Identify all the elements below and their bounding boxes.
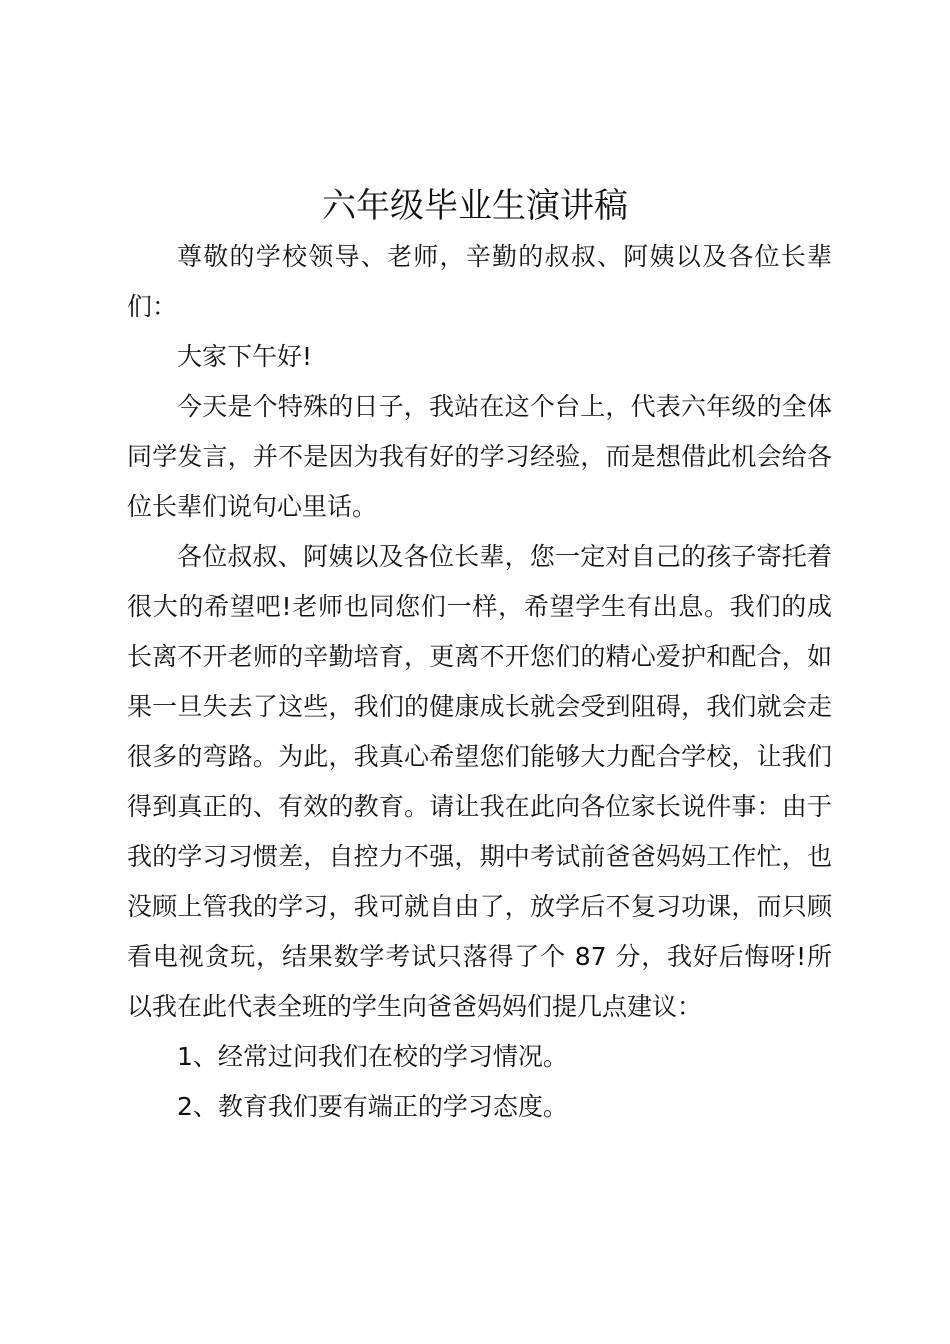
greeting-paragraph: 大家下午好! — [177, 342, 313, 371]
body-paragraph-1: 今天是个特殊的日子，我站在这个台上，代表六年级的全体同学发言，并不是因为我有好的学习经验，而是想借此机会给各位长辈们说句心里话。 — [127, 392, 832, 521]
suggestion-item-2: 2、教育我们要有端正的学习态度。 — [177, 1092, 568, 1121]
body-paragraph-2: 各位叔叔、阿姨以及各位长辈，您一定对自己的孩子寄托着很大的希望吧!老师也同您们一样，希望学生有出息。我们的成长离不开老师的辛勤培育，更离不开您们的精心爱护和配合，如果一旦失去了这些，我们的健康成长就会受到阻碍，我们就会走很多的弯路。为此，我真心希望您们能够大力配合学校，让我们得到真正的、有效的教育。请让我在此向各位家长说件事：由于我的学习习惯差，自控力不强，期中考试前爸爸妈妈工作忙，也没顾上管我的学习，我可就自由了，放学后不复习功课，而只顾看电视贪玩，结果数学考试只落得了个 87 分，我好后悔呀!所以我在此代表全班的学生向爸爸妈妈们提几点建议： — [127, 542, 832, 1021]
suggestion-item-1: 1、经常过问我们在校的学习情况。 — [177, 1042, 568, 1071]
document-body — [127, 232, 832, 1132]
document-title: 六年级毕业生演讲稿 — [322, 186, 628, 226]
salutation-paragraph: 尊敬的学校领导、老师，辛勤的叔叔、阿姨以及各位长辈们： — [127, 242, 832, 321]
